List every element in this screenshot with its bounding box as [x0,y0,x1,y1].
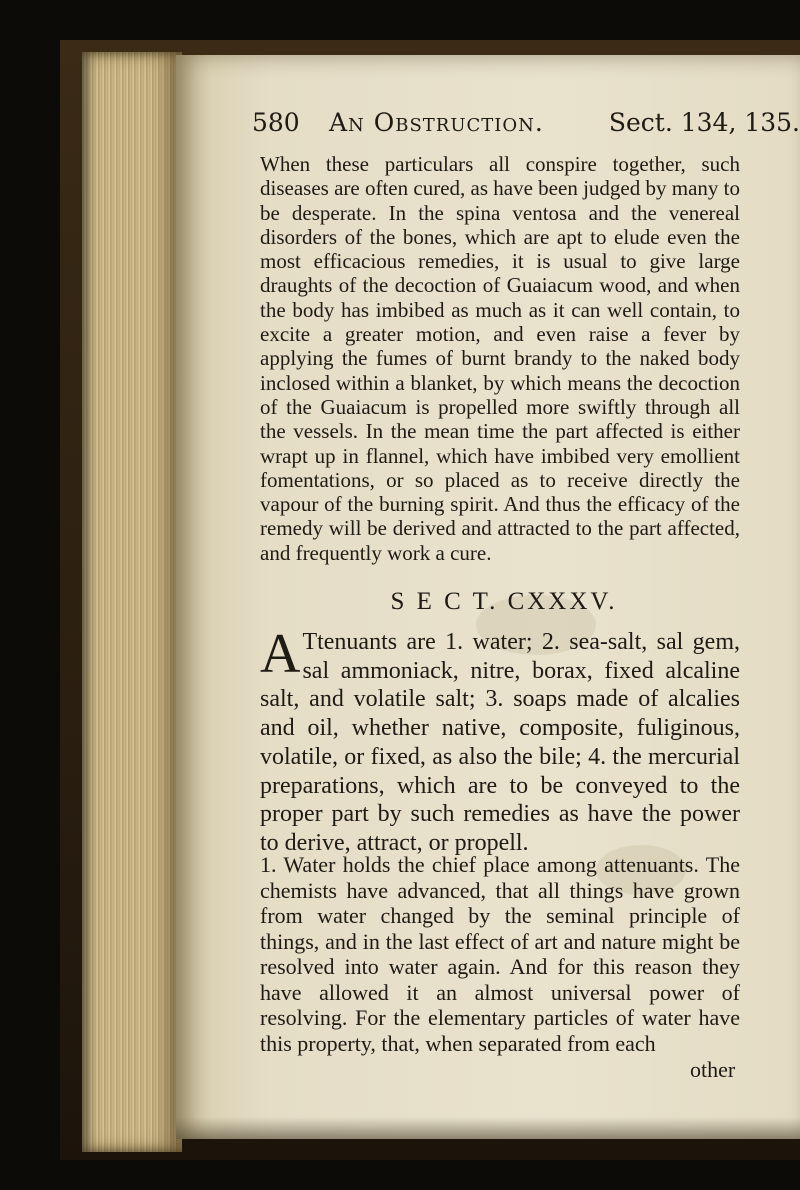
paragraph-2-text: Ttenuants are 1. water; 2. sea-salt, sal gem, sal ammoniack, nitre, borax, fixed alcaline salt, and volatile salt; 3. soaps made of alcalies and oil, whether native, composite, fuliginous, volatile, or fixed, as also the bile; 4. the mercurial preparations, which are to be conveyed to the proper part by such remedies as have the power to derive, attract, or propell. [260,629,740,856]
paragraph-1: When these particulars all conspire together, such diseases are often cured, as have been judged by many to be desperate. In the spina ventosa and the venereal disorders of the bones, which are apt to elude even the most efficacious remedies, it is usual to give large draughts of the decoction of Guaiacum wood, and when the body has imbibed as much as it can well contain, to excite a greater motion, and even raise a fever by applying the fumes of burnt brandy to the naked body inclosed within a blanket, by which means the decoction of the Guaiacum is propelled more swiftly through all the vessels. In the mean time the part affected is either wrapt up in flannel, which have imbibed very emollient fomentations, or so placed as to receive directly the vapour of the burning spirit. And thus the efficacy of the remedy will be derived and attracted to the part affected, and frequently work a cure. [260,152,740,565]
paragraph-2 [260,623,740,858]
paragraph-3: 1. Water holds the chief place among attenuants. The chemists have advanced, that all things have grown from water changed by the seminal principle of things, and in the last effect of art and nature might be resolved into water again. And for this reason they have allowed it an almost universal power of resolving. For the elementary particles of water have this property, that, when separated from each [260,852,740,1056]
section-heading: S E C T. CXXXV. [390,588,618,615]
page-number: 580 [252,108,300,137]
running-header [252,108,800,148]
page-edges [82,52,182,1152]
catchword: other [690,1057,736,1082]
section-reference: Sect. 134, 135. [608,108,800,137]
running-title: An Obstruction. [329,108,544,137]
drop-cap: A [260,623,301,685]
